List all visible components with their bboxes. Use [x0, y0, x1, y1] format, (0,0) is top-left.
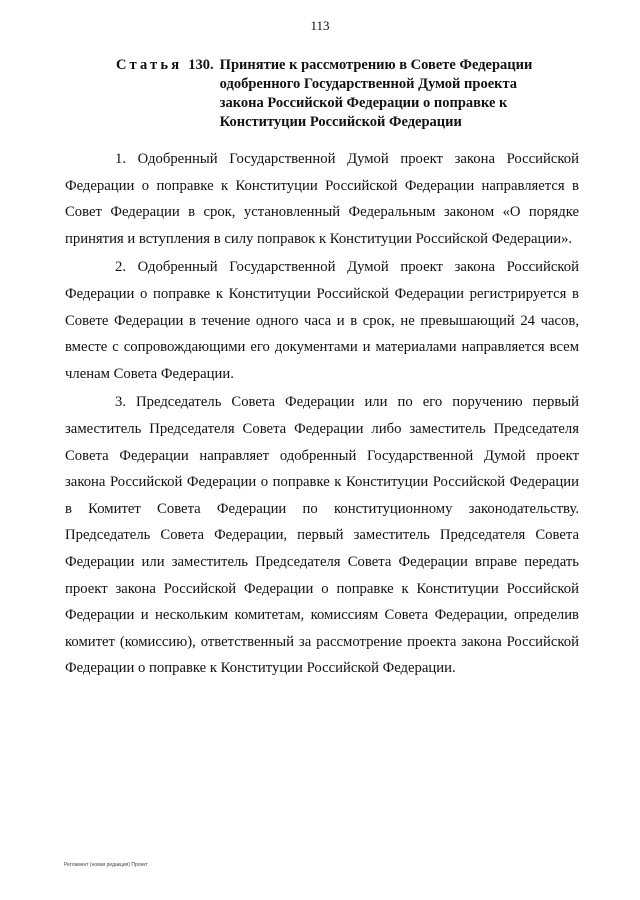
- paragraph-2: 2. Одобренный Государственной Думой проект закона Российской Федерации о поправке к Конституции Российской Федерации регистрируется в Совете Федерации в течение одного часа и в срок, не превышающий 24 часов, вместе с сопровождающими его документами и материалами направляется всем членам Совета Федерации.: [65, 259, 579, 382]
- article-title: Принятие к рассмотрению в Совете Федерации одобренного Государственной Думой проекта закона Российской Федерации о поправке к Конституции Российской Федерации: [219, 57, 533, 130]
- article-header: [116, 56, 586, 132]
- article-number: 130.: [188, 57, 214, 73]
- article-body: [65, 146, 579, 684]
- article-label: Статья: [116, 57, 183, 73]
- paragraph-3: 3. Председатель Совета Федерации или по его поручению первый заместитель Председателя Совета Федерации либо заместитель Председателя Совета Федерации направляет одобренный Государственной Думой проект закона Российской Федерации о поправке к Конституции Российской Федерации в Комитет Совета Федерации по конституционному законодательству. Председатель Совета Федерации, первый заместитель Председателя Совета Федерации или заместитель Председателя Совета Федерации вправе передать проект закона Российской Федерации о поправке к Конституции Российской Федерации и нескольким комитетам, комиссиям Совета Федерации, определив комитет (комиссию), ответственный за рассмотрение проекта закона Российской Федерации о поправке к Конституции Российской Федерации.: [65, 394, 579, 677]
- footer-note: Регламент (новая редакция) Проект: [64, 862, 148, 868]
- paragraph-1: 1. Одобренный Государственной Думой проект закона Российской Федерации о поправке к Конституции Российской Федерации направляется в Совет Федерации в срок, установленный Федеральным законом «О порядке принятия и вступления в силу поправок к Конституции Российской Федерации».: [65, 151, 579, 247]
- page-number: 113: [310, 18, 330, 33]
